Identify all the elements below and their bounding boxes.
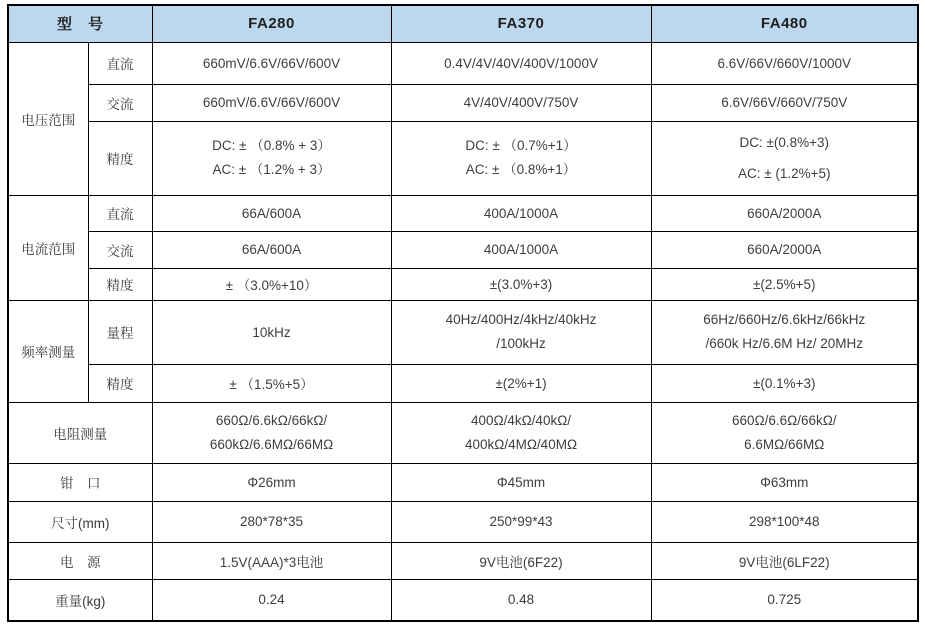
row-label-frequency-accuracy: 精度 [88, 364, 152, 402]
table-row [8, 463, 918, 501]
cell-current-ac-fa480: 660A/2000A [651, 231, 918, 268]
cell-frequency-accuracy-fa480: ±(0.1%+3) [651, 364, 918, 402]
voltage-accuracy-fa370-ac: AC: ± （0.8%+1） [465, 162, 577, 177]
cell-current-dc-fa480: 660A/2000A [651, 195, 918, 231]
row-label-current-dc: 直流 [88, 195, 152, 231]
frequency-range-fa370-line1: 40Hz/400Hz/4kHz/40kHz [445, 312, 597, 327]
table-row [8, 300, 918, 364]
row-group-voltage-range: 电压范围 [8, 42, 88, 195]
cell-dimensions-fa370: 250*99*43 [391, 501, 651, 542]
cell-voltage-dc-fa280: 660mV/6.6V/66V/600V [152, 42, 391, 84]
row-label-frequency-range: 量程 [88, 300, 152, 364]
table-row [8, 231, 918, 268]
cell-jaw-fa280: Φ26mm [152, 463, 391, 501]
cell-resistance-fa480 [651, 402, 918, 463]
header-model-label: 型 号 [8, 5, 152, 42]
table-header-row [8, 5, 918, 42]
cell-frequency-accuracy-fa370: ±(2%+1) [391, 364, 651, 402]
spec-table [7, 4, 919, 622]
row-label-current-ac: 交流 [88, 231, 152, 268]
cell-weight-fa370: 0.48 [391, 579, 651, 621]
cell-voltage-dc-fa370: 0.4V/4V/40V/400V/1000V [391, 42, 651, 84]
cell-jaw-fa480: Φ63mm [651, 463, 918, 501]
resistance-fa480-line1: 660Ω/6.6Ω/66kΩ/ [731, 412, 837, 428]
row-label-power: 电 源 [8, 542, 152, 579]
cell-voltage-ac-fa280: 660mV/6.6V/66V/600V [152, 84, 391, 121]
cell-current-dc-fa370: 400A/1000A [391, 195, 651, 231]
table-row [8, 268, 918, 300]
table-row [8, 121, 918, 195]
frequency-range-fa370-line2: /100kHz [496, 336, 546, 351]
resistance-fa370-line1: 400Ω/4kΩ/40kΩ/ [470, 412, 572, 428]
voltage-accuracy-fa370-dc: DC: ± （0.7%+1） [465, 138, 577, 153]
table-row [8, 364, 918, 402]
row-label-voltage-dc: 直流 [88, 42, 152, 84]
cell-voltage-accuracy-fa280 [152, 121, 391, 195]
resistance-fa280-line2: 660kΩ/6.6MΩ/66MΩ [209, 436, 334, 452]
cell-voltage-accuracy-fa480 [651, 121, 918, 195]
header-fa370: FA370 [391, 5, 651, 42]
cell-frequency-range-fa370 [391, 300, 651, 364]
cell-resistance-fa370 [391, 402, 651, 463]
cell-voltage-dc-fa480: 6.6V/66V/660V/1000V [651, 42, 918, 84]
cell-power-fa370: 9V电池(6F22) [391, 542, 651, 579]
row-group-current-range: 电流范围 [8, 195, 88, 300]
row-label-resistance: 电阻测量 [8, 402, 152, 463]
row-group-frequency: 频率测量 [8, 300, 88, 402]
cell-resistance-fa280 [152, 402, 391, 463]
table-row [8, 195, 918, 231]
cell-dimensions-fa480: 298*100*48 [651, 501, 918, 542]
table-row [8, 402, 918, 463]
resistance-fa370-line2: 400kΩ/4MΩ/40MΩ [464, 436, 578, 452]
cell-weight-fa280: 0.24 [152, 579, 391, 621]
table-row [8, 42, 918, 84]
cell-power-fa280: 1.5V(AAA)*3电池 [152, 542, 391, 579]
voltage-accuracy-fa480-dc: DC: ±(0.8%+3) [739, 135, 830, 150]
cell-weight-fa480: 0.725 [651, 579, 918, 621]
cell-voltage-accuracy-fa370 [391, 121, 651, 195]
cell-current-accuracy-fa370: ±(3.0%+3) [391, 268, 651, 300]
voltage-accuracy-fa480-ac: AC: ± (1.2%+5) [737, 166, 831, 181]
header-fa480: FA480 [651, 5, 918, 42]
table-row [8, 501, 918, 542]
row-label-jaw: 钳 口 [8, 463, 152, 501]
cell-current-dc-fa280: 66A/600A [152, 195, 391, 231]
voltage-accuracy-fa280-dc: DC: ± （0.8% + 3） [212, 138, 331, 153]
row-label-dimensions: 尺寸(mm) [8, 501, 152, 542]
cell-frequency-range-fa480 [651, 300, 918, 364]
table-row [8, 542, 918, 579]
cell-jaw-fa370: Φ45mm [391, 463, 651, 501]
cell-dimensions-fa280: 280*78*35 [152, 501, 391, 542]
cell-current-ac-fa280: 66A/600A [152, 231, 391, 268]
cell-voltage-ac-fa480: 6.6V/66V/660V/750V [651, 84, 918, 121]
resistance-fa480-line2: 6.6MΩ/66MΩ [744, 436, 825, 452]
row-label-current-accuracy: 精度 [88, 268, 152, 300]
header-fa280: FA280 [152, 5, 391, 42]
cell-frequency-accuracy-fa280: ± （1.5%+5） [152, 364, 391, 402]
row-label-voltage-accuracy: 精度 [88, 121, 152, 195]
row-label-weight: 重量(kg) [8, 579, 152, 621]
frequency-range-fa480-line2: /660k Hz/6.6M Hz/ 20MHz [705, 336, 864, 351]
cell-current-accuracy-fa480: ±(2.5%+5) [651, 268, 918, 300]
frequency-range-fa480-line1: 66Hz/660Hz/6.6kHz/66kHz [703, 312, 866, 327]
table-row [8, 579, 918, 621]
cell-frequency-range-fa280: 10kHz [152, 300, 391, 364]
table-row [8, 84, 918, 121]
voltage-accuracy-fa280-ac: AC: ± （1.2% + 3） [212, 162, 331, 177]
cell-power-fa480: 9V电池(6LF22) [651, 542, 918, 579]
cell-current-ac-fa370: 400A/1000A [391, 231, 651, 268]
cell-voltage-ac-fa370: 4V/40V/400V/750V [391, 84, 651, 121]
resistance-fa280-line1: 660Ω/6.6kΩ/66kΩ/ [215, 412, 328, 428]
cell-current-accuracy-fa280: ± （3.0%+10） [152, 268, 391, 300]
row-label-voltage-ac: 交流 [88, 84, 152, 121]
